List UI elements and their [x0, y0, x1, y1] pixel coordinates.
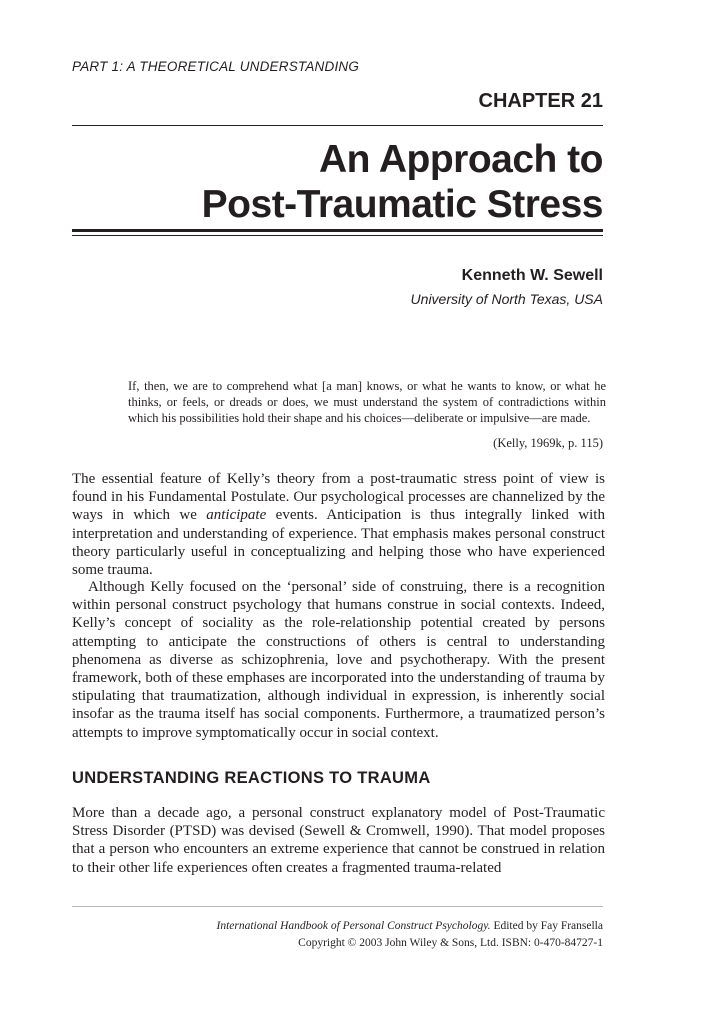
chapter-title [202, 137, 603, 227]
header-rule [72, 125, 603, 126]
title-rule-thick [72, 229, 603, 232]
paragraph-2 [72, 578, 605, 742]
paragraph-1-text-b: events. Anticipation is thus integrally linked with interpretation and understanding of experience. That emphasis makes personal construct theory particularly useful in conceptualizing and helping those who have experienced some trauma. [72, 507, 605, 579]
footer-rule [72, 906, 603, 907]
footer-copyright: Copyright © 2003 John Wiley & Sons, Ltd. ISBN: 0-470-84727-1 [298, 937, 603, 949]
paragraph-3 [72, 804, 605, 877]
footer-book-line [217, 920, 604, 932]
paragraph-1-text-a: The essential feature of Kelly’s theory from a post-traumatic stress point of view is found in his Fundamental Postulate. Our psychological processes are channelized by the ways in which we [72, 471, 605, 524]
author-name: Kenneth W. Sewell [461, 267, 603, 284]
paragraph-1-italic: anticipate [206, 507, 267, 524]
footer-editor: Edited by Fay Fransella [490, 920, 603, 932]
epigraph [128, 378, 606, 426]
paragraph-3-text: More than a decade ago, a personal construct explanatory model of Post-Traumatic Stress Disorder (PTSD) was devised (Sewell & Cromwell, 1990). That model proposes that a person who encounters an extreme experience that cannot be construed in relation to their other life experiences often creates a fragmented trauma-related [72, 805, 605, 876]
chapter-label: CHAPTER 21 [478, 90, 603, 112]
chapter-title-line-1: An Approach to [318, 138, 603, 181]
part-label: PART 1: A THEORETICAL UNDERSTANDING [72, 59, 360, 74]
footer-book-title: International Handbook of Personal Construct Psychology. [216, 920, 491, 932]
title-rule-thin [72, 235, 603, 236]
chapter-title-line-2: Post-Traumatic Stress [201, 183, 603, 226]
paragraph-1 [72, 470, 605, 579]
paragraph-2-text: Although Kelly focused on the ‘personal’ side of construing, there is a recognition within personal construct psychology that humans construe in social contexts. Indeed, Kelly’s concept of sociality as the role-relationship potential created by persons attempting to anticipate the constructions of others is central to understanding phenomena as diverse as schizophrenia, love and psychotherapy. With the present framework, both of these emphases are incorporated into the understanding of trauma by stipulating that traumatization, although individual in expression, is inherently social insofar as the trauma itself has social components. Furthermore, a traumatized person’s attempts to improve symptomatically occur in social context. [72, 579, 605, 741]
epigraph-text: If, then, we are to comprehend what [a man] knows, or what he wants to know, or what he thinks, or feels, or dreads or does, we must understand the system of contradictions within which his possibilities hold their shape and his choices—deliberate or impulsive—are made. [128, 379, 606, 425]
section-heading: UNDERSTANDING REACTIONS TO TRAUMA [72, 769, 431, 787]
author-affiliation: University of North Texas, USA [410, 291, 603, 307]
epigraph-citation: (Kelly, 1969k, p. 115) [493, 436, 603, 450]
